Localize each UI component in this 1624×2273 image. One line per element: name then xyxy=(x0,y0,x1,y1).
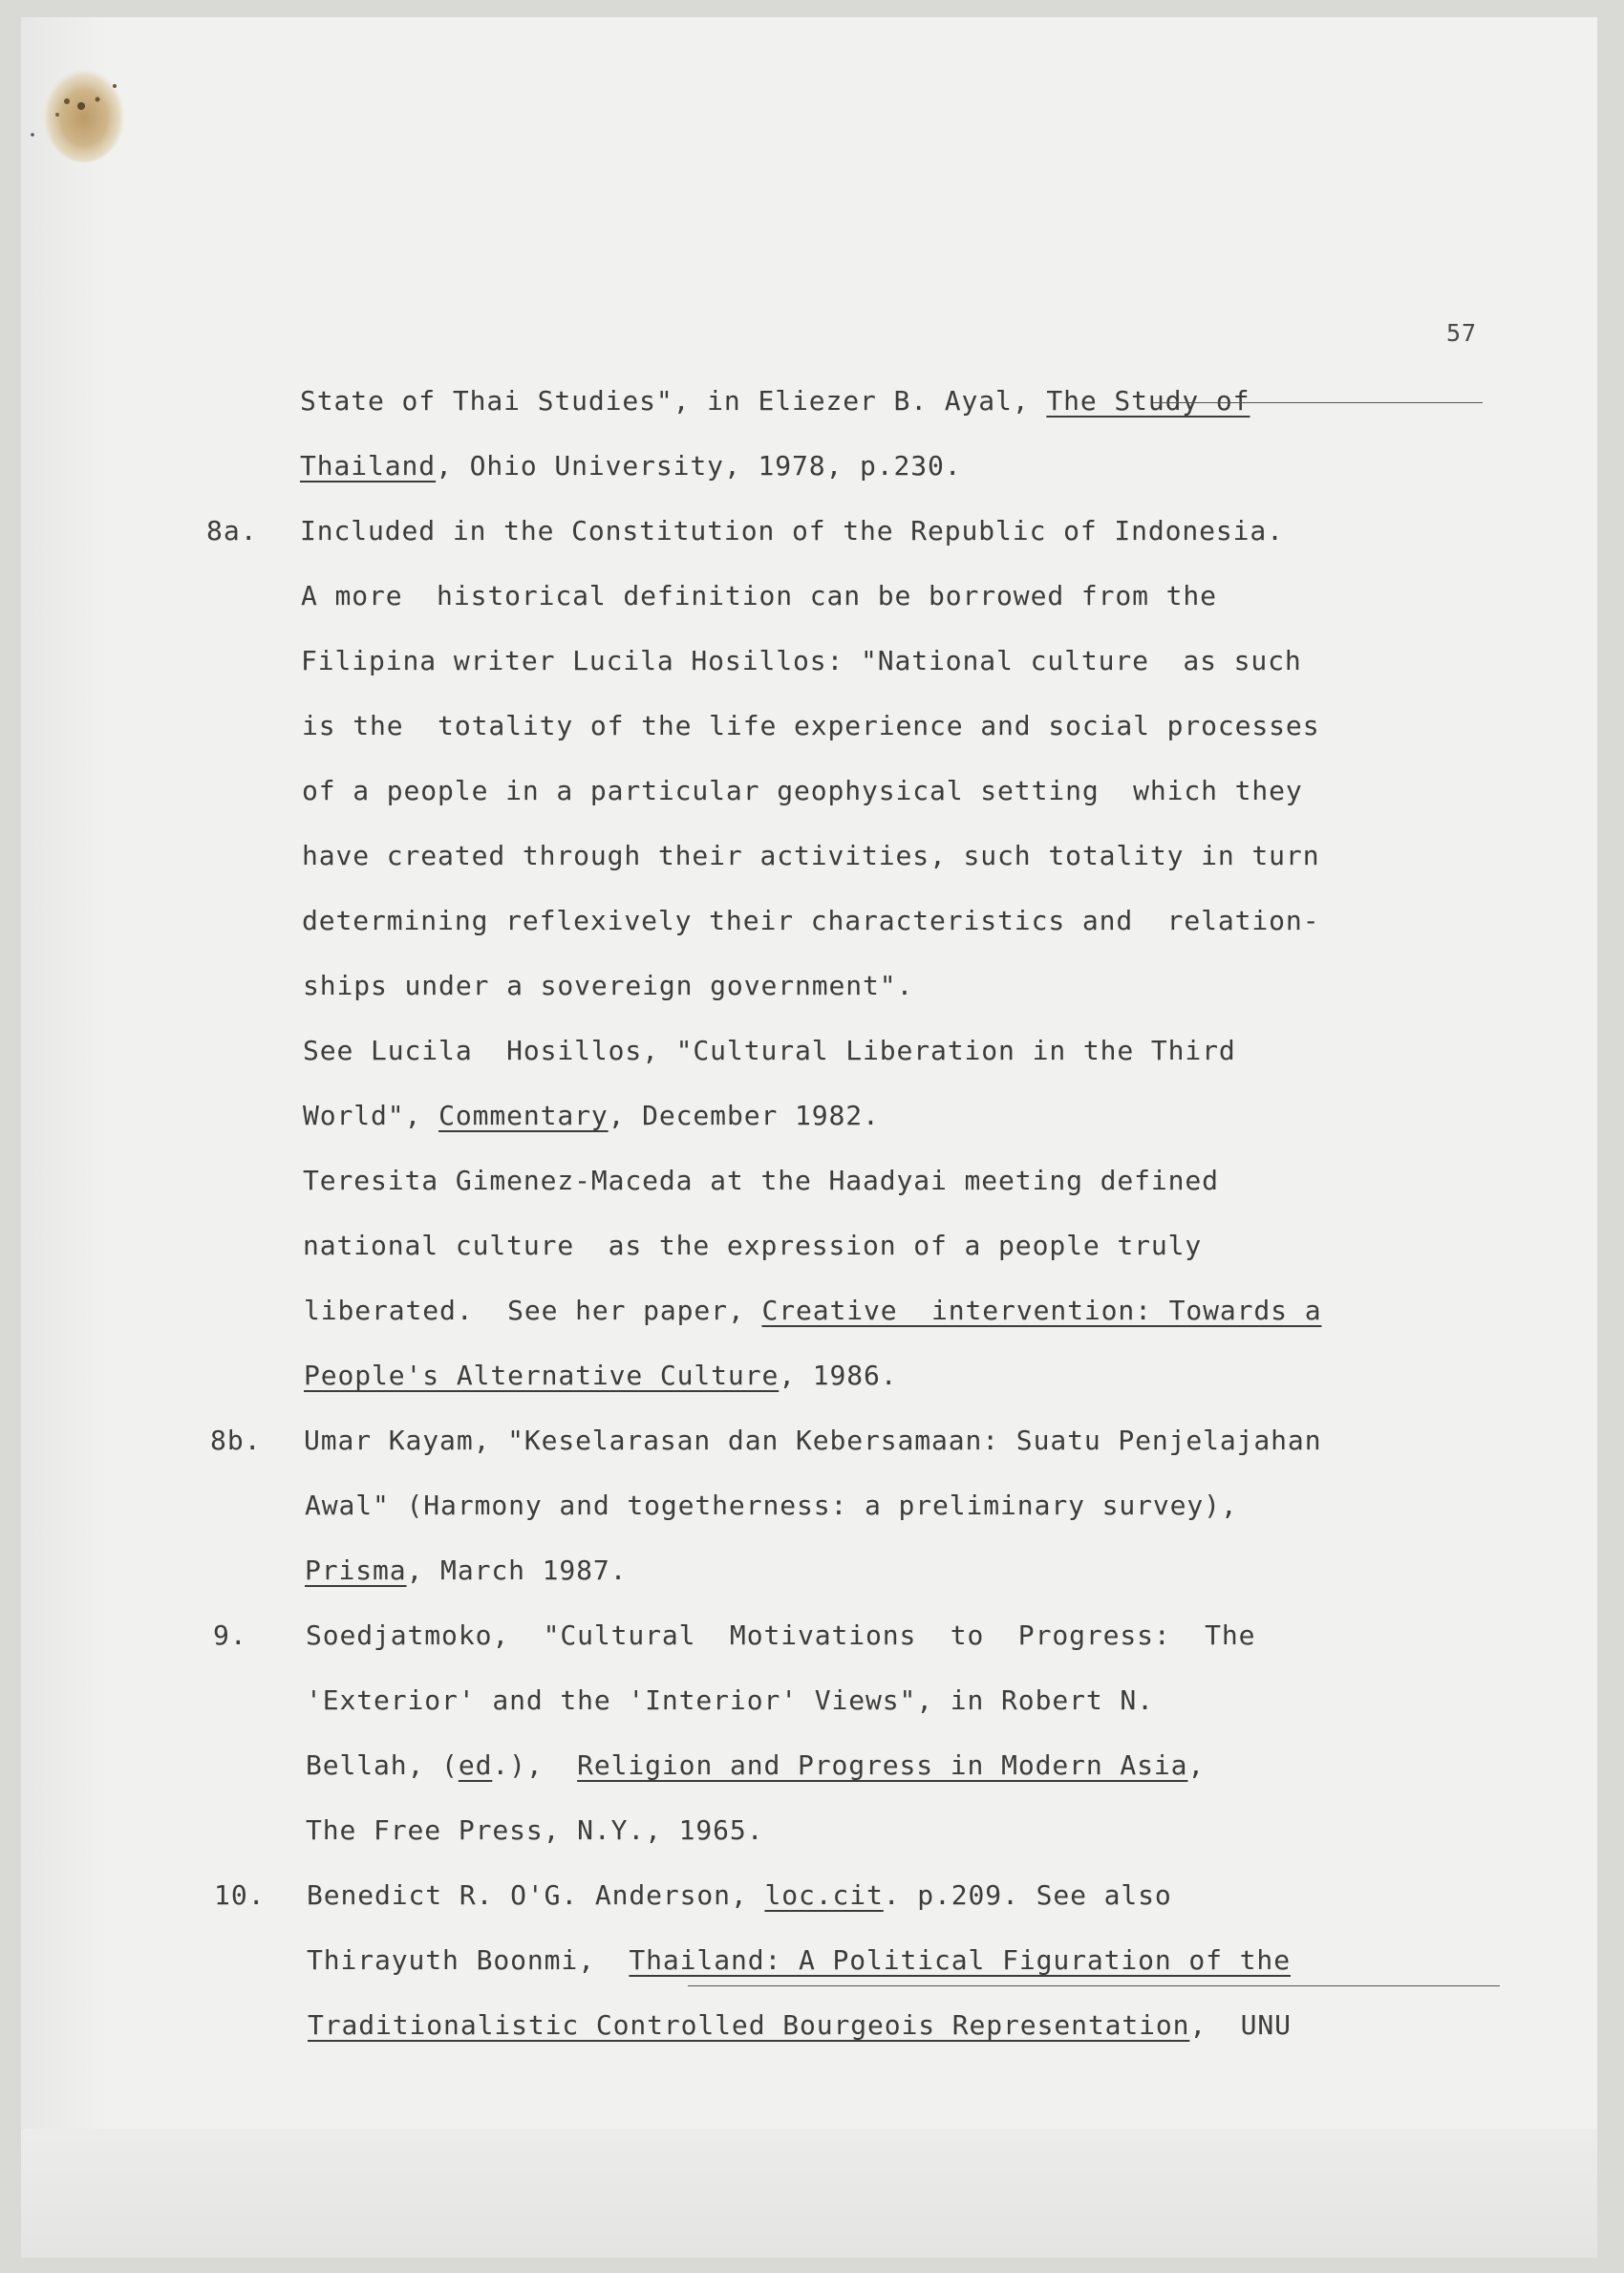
underlined-title: Traditionalistic Controlled Bourgeois Representation xyxy=(308,2009,1190,2041)
note-text: Umar Kayam, "Keselarasan dan Kebersamaan: Suatu Penjelajahan xyxy=(304,1425,1322,1456)
underlined-title: loc.cit xyxy=(764,1879,884,1911)
note-line xyxy=(306,1812,763,1850)
note-text: The Free Press, N.Y., 1965. xyxy=(306,1814,764,1846)
underlined-title: ed xyxy=(458,1749,493,1781)
note-text: Filipina writer Lucila Hosillos: "National culture as such xyxy=(301,645,1302,676)
note-text: determining reflexively their characteristics and relation- xyxy=(302,905,1320,936)
note-text: .), xyxy=(492,1749,578,1781)
note-text: 'Exterior' and the 'Interior' Views", in Robert N. xyxy=(306,1684,1154,1716)
note-line xyxy=(306,1682,1154,1720)
note-line xyxy=(300,512,1284,550)
note-text: State of Thai Studies", in Eliezer B. Ayal, xyxy=(300,385,1047,417)
note-line xyxy=(306,1617,1255,1655)
note-line xyxy=(301,577,1217,615)
note-text: Bellah, ( xyxy=(306,1749,459,1781)
underlined-title: People's Alternative Culture xyxy=(304,1360,780,1391)
note-line xyxy=(305,1552,627,1590)
note-line xyxy=(302,902,1319,940)
note-line xyxy=(302,837,1319,875)
note-line xyxy=(308,2006,1292,2045)
note-line xyxy=(307,1941,1291,1980)
note-line xyxy=(300,382,1250,420)
note-text: national culture as the expression of a people truly xyxy=(303,1230,1203,1261)
note-text: liberated. See her paper, xyxy=(304,1295,762,1326)
note-text: . p.209. See also xyxy=(883,1879,1172,1911)
note-text: Awal" (Harmony and togetherness: a preliminary survey), xyxy=(305,1490,1238,1521)
title-underline-extension xyxy=(1153,402,1483,403)
underlined-title: Thailand xyxy=(300,450,437,482)
title-underline-extension xyxy=(688,1985,1500,1986)
note-text: Teresita Gimenez-Maceda at the Haadyai meeting defined xyxy=(303,1165,1219,1196)
note-text: Included in the Constitution of the Republic of Indonesia. xyxy=(300,515,1284,547)
underlined-title: Creative intervention: Towards a xyxy=(761,1295,1322,1326)
note-text: of a people in a particular geophysical setting which they xyxy=(302,775,1303,806)
note-line xyxy=(306,1747,1205,1785)
note-text: , 1986. xyxy=(779,1360,898,1391)
note-line xyxy=(304,1422,1321,1460)
note-text: , Ohio University, 1978, p.230. xyxy=(436,450,962,482)
note-text: have created through their activities, such totality in turn xyxy=(302,840,1320,871)
note-text: , December 1982. xyxy=(608,1100,880,1131)
page-number: 57 xyxy=(1446,319,1478,347)
note-text: Soedjatmoko, "Cultural Motivations to Progress: The xyxy=(306,1619,1256,1651)
endnotes xyxy=(21,17,1597,2258)
underlined-title: Commentary xyxy=(438,1100,609,1131)
note-line xyxy=(303,1227,1202,1265)
note-text: , March 1987. xyxy=(406,1555,628,1586)
underlined-title: Thailand: A Political Figuration of the xyxy=(629,1944,1291,1976)
note-number: 8a. xyxy=(206,515,258,547)
note-number: 9. xyxy=(213,1619,247,1651)
note-line xyxy=(307,1876,1172,1915)
note-line xyxy=(301,642,1302,680)
note-line xyxy=(302,707,1319,745)
note-text: A more historical definition can be borrowed from the xyxy=(301,580,1217,611)
note-text: , UNU xyxy=(1189,2009,1292,2041)
document-page xyxy=(21,17,1597,2258)
note-line xyxy=(303,967,913,1005)
note-line xyxy=(303,1097,880,1135)
note-line xyxy=(304,1357,898,1395)
underlined-title: Prisma xyxy=(305,1555,407,1586)
note-line xyxy=(305,1487,1238,1525)
note-text: is the totality of the life experience and social processes xyxy=(302,710,1320,741)
note-number: 10. xyxy=(214,1879,266,1911)
underlined-title: Religion and Progress in Modern Asia xyxy=(577,1749,1188,1781)
note-text: Thirayuth Boonmi, xyxy=(307,1944,630,1976)
note-line xyxy=(302,772,1303,810)
note-text: Benedict R. O'G. Anderson, xyxy=(307,1879,765,1911)
note-text: , xyxy=(1187,1749,1206,1781)
underlined-title: The Study of xyxy=(1046,385,1250,417)
note-line xyxy=(303,1162,1219,1200)
note-line xyxy=(303,1032,1236,1070)
note-line xyxy=(304,1292,1321,1330)
note-line xyxy=(300,447,962,485)
note-text: See Lucila Hosillos, "Cultural Liberation in the Third xyxy=(303,1035,1236,1066)
note-number: 8b. xyxy=(210,1425,262,1456)
note-text: World", xyxy=(303,1100,439,1131)
note-text: ships under a sovereign government". xyxy=(303,970,914,1001)
